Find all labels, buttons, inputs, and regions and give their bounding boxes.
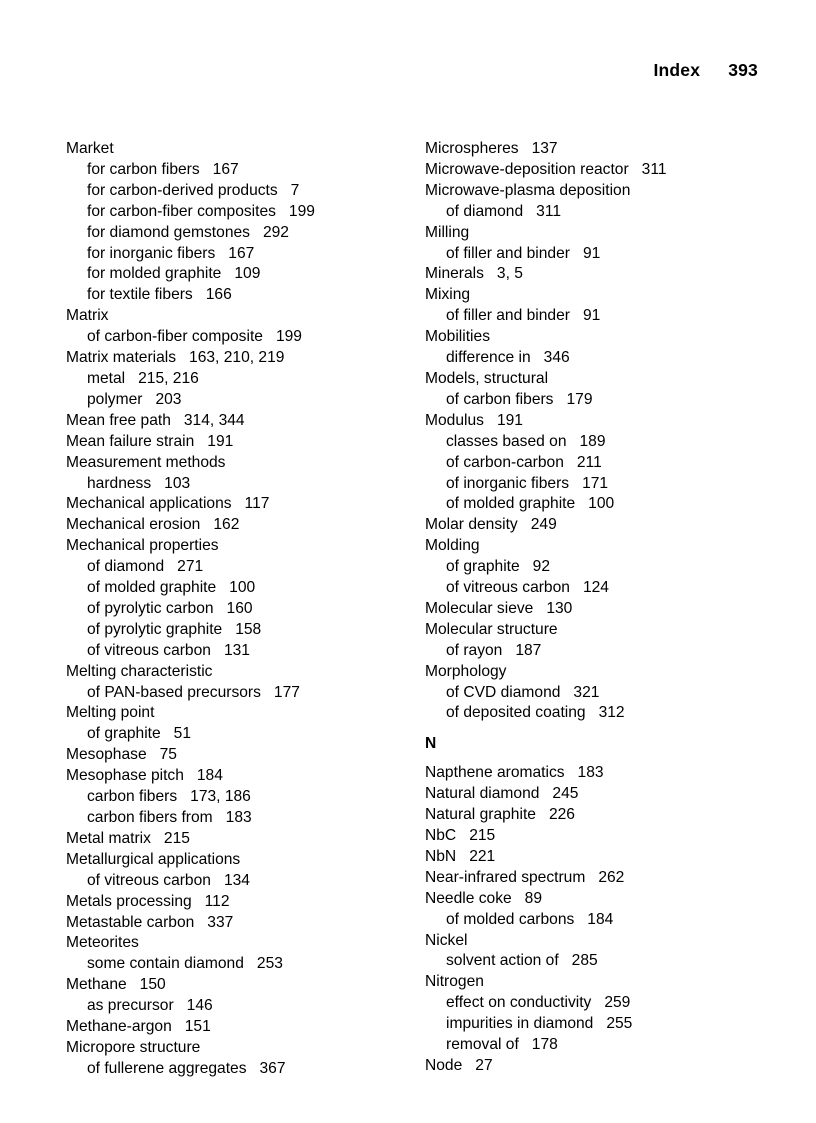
index-subentry: for carbon-derived products 7 <box>87 181 300 199</box>
index-column-right <box>425 139 765 1077</box>
index-entry: Measurement methods <box>66 453 226 471</box>
index-entry: Minerals 3, 5 <box>425 265 523 283</box>
index-entry: Natural diamond 245 <box>425 785 579 803</box>
index-subentry: of carbon fibers 179 <box>446 390 593 408</box>
index-entry: NbN 221 <box>425 847 496 865</box>
index-subentry: of graphite 51 <box>87 725 192 743</box>
index-subentry: hardness 103 <box>87 474 191 492</box>
index-entry: Methane 150 <box>66 976 166 994</box>
index-subentry: solvent action of 285 <box>446 952 598 970</box>
index-subentry: of filler and binder 91 <box>446 307 601 325</box>
index-entry: Nitrogen <box>425 973 484 991</box>
index-entry: Mean failure strain 191 <box>66 432 234 450</box>
index-entry: Nickel <box>425 931 468 949</box>
index-entry: Matrix materials 163, 210, 219 <box>66 349 285 367</box>
index-entry: Models, structural <box>425 369 549 387</box>
index-subentry: of carbon-fiber composite 199 <box>87 328 302 346</box>
index-entry: Mixing <box>425 286 471 304</box>
header-title: Index <box>653 60 701 80</box>
index-subentry: polymer 203 <box>87 390 182 408</box>
index-entry: Molar density 249 <box>425 516 557 534</box>
index-subentry: for carbon-fiber composites 199 <box>87 202 315 220</box>
index-entry: Microwave-deposition reactor 311 <box>425 160 667 178</box>
index-subentry: of CVD diamond 321 <box>446 683 600 701</box>
index-entry: Metals processing 112 <box>66 892 230 910</box>
index-subentry: metal 215, 216 <box>87 369 199 387</box>
page-number: 393 <box>728 60 758 80</box>
index-entry: Mechanical properties <box>66 537 219 555</box>
index-subentry: of inorganic fibers 171 <box>446 474 609 492</box>
index-entry: Napthene aromatics 183 <box>425 764 604 782</box>
index-subentry: difference in 346 <box>446 349 570 367</box>
index-subentry: of graphite 92 <box>446 558 551 576</box>
index-subentry: of carbon-carbon 211 <box>446 453 602 471</box>
index-entry: Mean free path 314, 344 <box>66 411 245 429</box>
index-subentry: of diamond 271 <box>87 558 204 576</box>
section-letter-heading: N <box>425 735 437 753</box>
index-entry: Needle coke 89 <box>425 889 543 907</box>
index-subentry: of pyrolytic graphite 158 <box>87 620 262 638</box>
index-entry: Node 27 <box>425 1056 493 1074</box>
index-entry: Market <box>66 140 114 157</box>
index-subentry: for inorganic fibers 167 <box>87 244 255 262</box>
index-subentry: some contain diamond 253 <box>87 955 283 973</box>
index-entry: Meteorites <box>66 934 139 952</box>
index-entry: Microspheres 137 <box>425 140 558 157</box>
index-entry: Micropore structure <box>66 1038 201 1056</box>
index-subentry: effect on conductivity 259 <box>446 994 631 1012</box>
index-entry: Metallurgical applications <box>66 850 241 868</box>
index-subentry: for textile fibers 166 <box>87 286 232 304</box>
index-subentry: impurities in diamond 255 <box>446 1015 633 1033</box>
index-entry: Melting characteristic <box>66 662 213 680</box>
index-subentry: of diamond 311 <box>446 202 562 220</box>
index-entry: Near-infrared spectrum 262 <box>425 868 625 886</box>
index-subentry: of vitreous carbon 131 <box>87 641 250 659</box>
index-entry: Molecular sieve 130 <box>425 599 573 617</box>
running-header <box>653 60 758 81</box>
index-subentry: of PAN-based precursors 177 <box>87 683 300 701</box>
index-entry: NbC 215 <box>425 827 496 844</box>
index-subentry: for carbon fibers 167 <box>87 160 239 178</box>
index-entry: Molding <box>425 537 480 555</box>
index-subentry: classes based on 189 <box>446 432 606 450</box>
index-subentry: of molded graphite 100 <box>446 495 615 513</box>
index-subentry: of filler and binder 91 <box>446 244 601 262</box>
index-entry: Metastable carbon 337 <box>66 913 234 931</box>
index-entry: Mesophase 75 <box>66 746 177 764</box>
index-subentry: of rayon 187 <box>446 641 542 659</box>
index-subentry: for molded graphite 109 <box>87 265 261 283</box>
index-entry: Mobilities <box>425 328 490 346</box>
index-entry: Melting point <box>66 704 155 722</box>
index-subentry: for diamond gemstones 292 <box>87 223 289 241</box>
index-subentry: of vitreous carbon 124 <box>446 579 609 597</box>
index-entry: Metal matrix 215 <box>66 829 190 847</box>
index-entry: Milling <box>425 223 470 241</box>
index-entry: Mechanical erosion 162 <box>66 516 240 534</box>
index-subentry: as precursor 146 <box>87 997 213 1015</box>
index-subentry: carbon fibers 173, 186 <box>87 788 251 806</box>
index-subentry: of vitreous carbon 134 <box>87 871 250 889</box>
index-column-left <box>66 139 406 1080</box>
index-entry: Mesophase pitch 184 <box>66 767 223 785</box>
index-entry: Microwave-plasma deposition <box>425 181 631 199</box>
index-entry: Natural graphite 226 <box>425 806 575 824</box>
index-entry: Methane-argon 151 <box>66 1018 211 1036</box>
index-subentry: of deposited coating 312 <box>446 704 625 722</box>
index-subentry: of pyrolytic carbon 160 <box>87 599 253 617</box>
index-subentry: of fullerene aggregates 367 <box>87 1059 286 1077</box>
index-subentry: of molded graphite 100 <box>87 579 256 597</box>
index-entry: Matrix <box>66 307 109 325</box>
index-entry: Mechanical applications 117 <box>66 495 270 513</box>
index-entry: Molecular structure <box>425 620 558 638</box>
index-subentry: of molded carbons 184 <box>446 910 614 928</box>
index-entry: Modulus 191 <box>425 411 523 429</box>
index-subentry: carbon fibers from 183 <box>87 809 252 826</box>
index-subentry: removal of 178 <box>446 1036 558 1054</box>
index-entry: Morphology <box>425 662 507 680</box>
